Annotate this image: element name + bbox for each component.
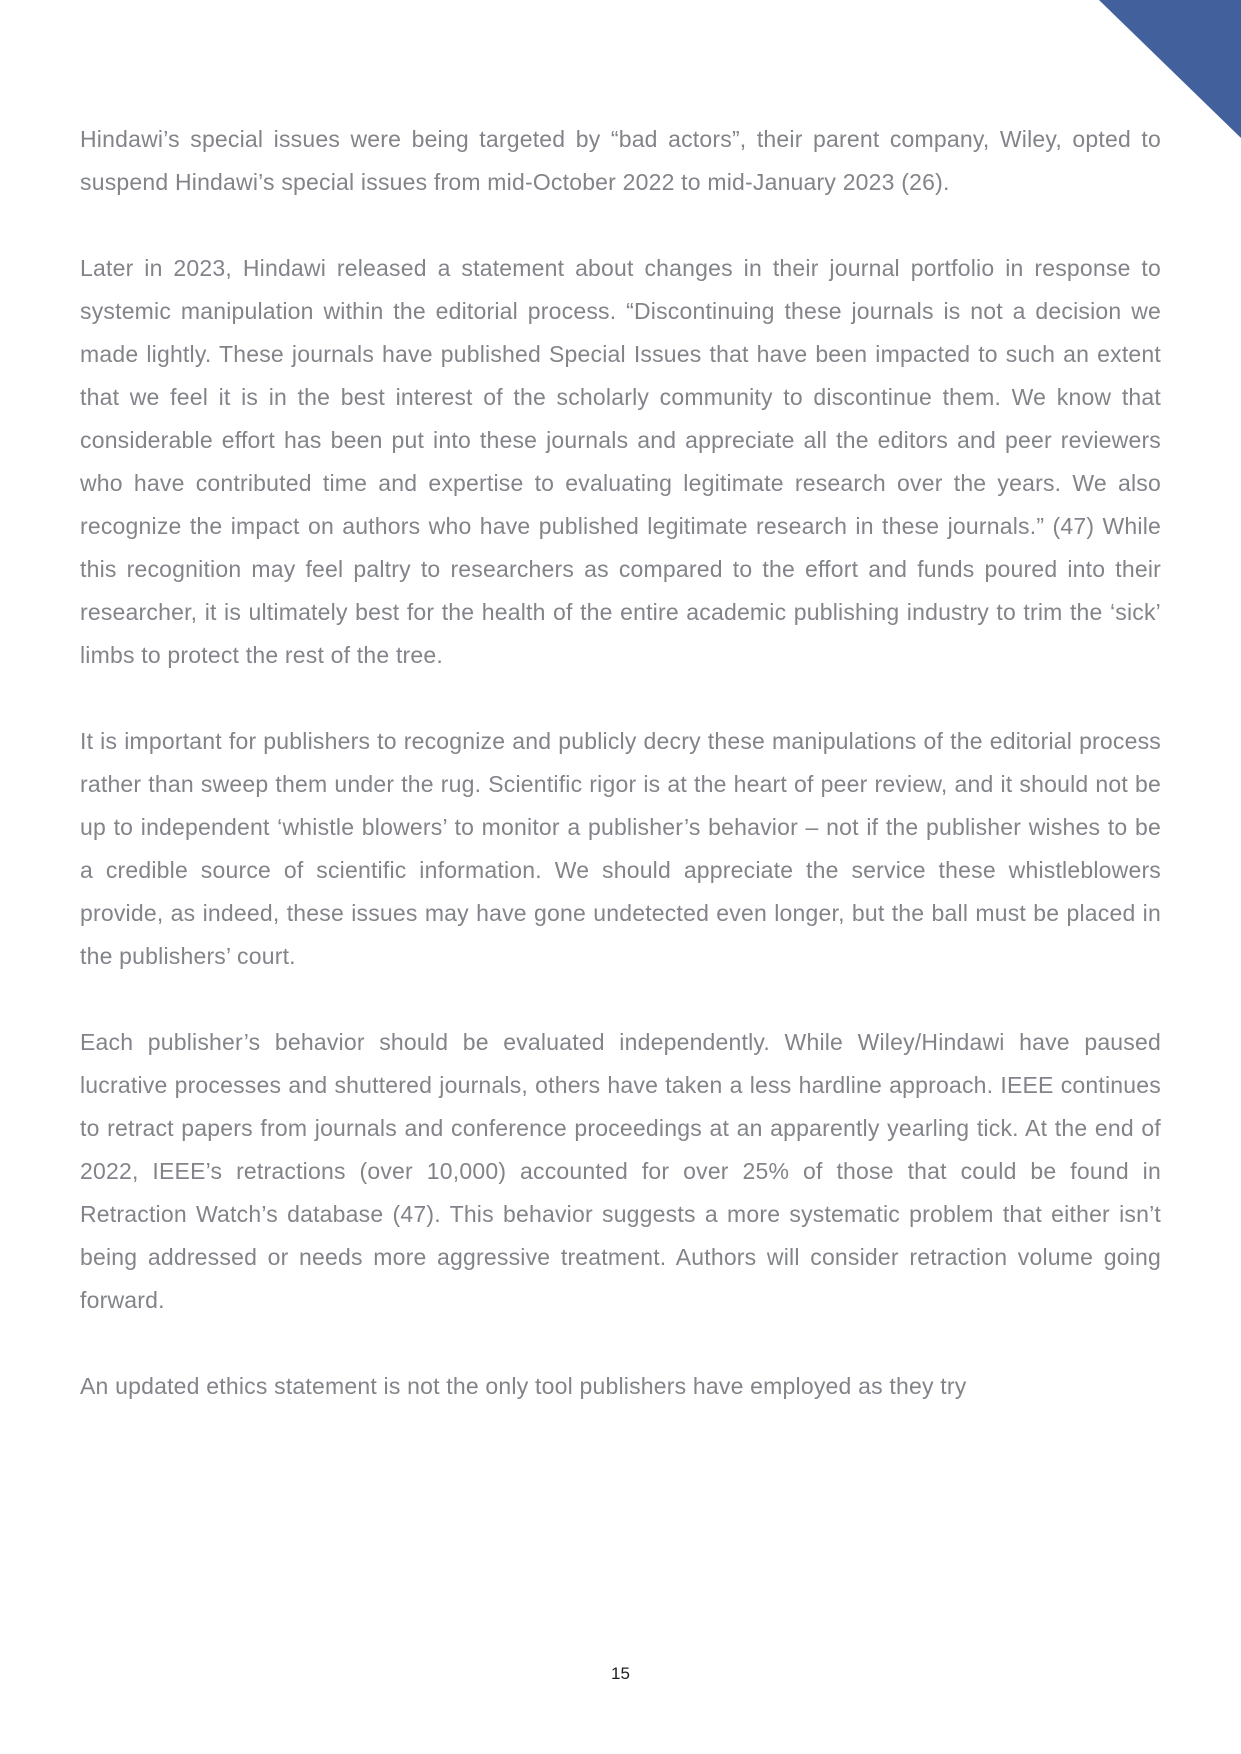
paragraph-ethics-statement: An updated ethics statement is not the only tool publishers have employed as they try: [80, 1373, 967, 1399]
page-footer: [0, 1663, 1241, 1685]
page-number: 15: [611, 1664, 630, 1683]
page-body-text: [80, 118, 1161, 1408]
paragraph-hindawi-statement: Later in 2023, Hindawi released a statement about changes in their journal portfolio in response to systemic manipulation within the editorial process. “Discontinuing these journals is not a decision we made lightly. These journals have published Special Issues that have been impacted to such an extent that we feel it is in the best interest of the scholarly community to discontinue them. We know that considerable effort has been put into these journals and appreciate all the editors and peer reviewers who have contributed time and expertise to evaluating legitimate research over the years. We also recognize the impact on authors who have published legitimate research in these journals.” (47) While this recognition may feel paltry to researchers as compared to the effort and funds poured into their researcher, it is ultimately best for the health of the entire academic publishing industry to trim the ‘sick’ limbs to protect the rest of the tree.: [80, 255, 1161, 668]
paragraph-publishers-decry: It is important for publishers to recognize and publicly decry these manipulations of the editorial process rather than sweep them under the rug. Scientific rigor is at the heart of peer review, and it should not be up to independent ‘whistle blowers’ to monitor a publisher’s behavior – not if the publisher wishes to be a credible source of scientific information. We should appreciate the service these whistleblowers provide, as indeed, these issues may have gone undetected even longer, but the ball must be placed in the publishers’ court.: [80, 728, 1161, 969]
paragraph-publisher-evaluation: Each publisher’s behavior should be evaluated independently. While Wiley/Hindawi have paused lucrative processes and shuttered journals, others have taken a less hardline approach. IEEE continues to retract papers from journals and conference proceedings at an apparently yearling tick. At the end of 2022, IEEE’s retractions (over 10,000) accounted for over 25% of those that could be found in Retraction Watch’s database (47). This behavior suggests a more systematic problem that either isn’t being addressed or needs more aggressive treatment. Authors will consider retraction volume going forward.: [80, 1029, 1161, 1313]
paragraph-hindawi-suspension: Hindawi’s special issues were being targeted by “bad actors”, their parent company, Wiley, opted to suspend Hindawi’s special issues from mid-October 2022 to mid-January 2023 (26).: [80, 126, 1161, 195]
